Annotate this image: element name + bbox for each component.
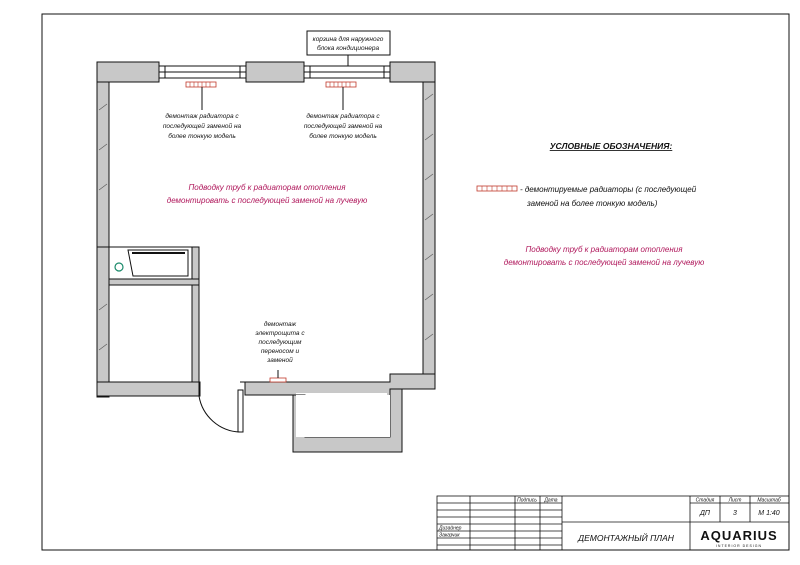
wall-bottom-left [97,382,200,396]
legend [477,141,704,267]
legend-radiator-icon [477,186,517,191]
radiator-note-left-1: демонтаж радиатора с [165,113,239,120]
legend-title: УСЛОВНЫЕ ОБОЗНАЧЕНИЯ: [549,141,673,151]
tb-col-date: Дата [544,497,558,504]
radiator-note-right-1: демонтаж радиатора с [306,113,380,120]
wall-right-hatch [99,94,433,350]
tb-stage-value: ДП [699,510,711,517]
panel-note-4: переносом и [260,348,300,355]
pipes-note-2: демонтировать с последующей заменой на лучевую [166,196,368,205]
shower-partition [192,247,199,279]
electrical-panel-icon [270,378,286,382]
wall-top-right [390,62,435,82]
legend-radiator-text-1: - демонтируемые радиаторы (с последующей [520,185,697,194]
entrance-door [199,382,245,432]
radiator-note-left-2: последующей заменой на [162,123,242,130]
ac-basket-label-1: корзина для наружного [312,36,384,43]
ac-basket-label-2: блока кондиционера [316,45,380,52]
drain-icon [115,263,123,271]
wall-top-middle [246,62,304,82]
wall-right [423,82,435,389]
wall-top-left [97,62,159,82]
tb-scale-header: Масштаб [757,497,781,504]
tb-sheet-header: Лист [728,497,742,504]
radiator-note-right-3: более тонкую модель [309,133,377,140]
window-right [304,66,390,78]
pipes-note-1: Подводку труб к радиаторам отопления [188,183,346,192]
legend-pipes-text-2: демонтировать с последующей заменой на лучевую [503,258,705,267]
bathroom-wall-bottom [109,279,199,285]
aquarius-logo [700,528,777,548]
tb-role-customer: Заказчик [439,532,460,539]
logo-subtext: INTERIOR DESIGN [715,544,763,548]
tb-role-designer: Дизайнер [439,525,462,532]
radiator-left [186,82,216,87]
legend-radiator-text-2: заменой на более тонкую модель) [527,199,658,208]
tb-col-signature: Подпись [517,497,537,504]
panel-note-3: последующим [258,339,302,346]
legend-pipes-text-1: Подводку труб к радиаторам отопления [525,245,683,254]
panel-note-1: демонтаж [263,321,297,328]
wall-left-lower [97,247,109,397]
floor-plan [97,31,435,452]
panel-note-2: электрощита с [255,330,305,337]
panel-note-5: заменой [267,357,293,364]
window-left [159,66,246,78]
logo-text: AQUARIUS [700,528,778,543]
radiator-right [326,82,356,87]
radiator-note-right-2: последующей заменой на [303,123,383,130]
tb-sheet-title: ДЕМОНТАЖНЫЙ ПЛАН [578,533,674,543]
tb-sheet-value: 3 [733,510,737,517]
bathroom-wall-right [192,285,199,382]
tb-stage-header: Стадия [695,497,715,504]
radiator-note-left-3: более тонкую модель [168,133,236,140]
tb-scale-value: М 1:40 [758,510,780,517]
